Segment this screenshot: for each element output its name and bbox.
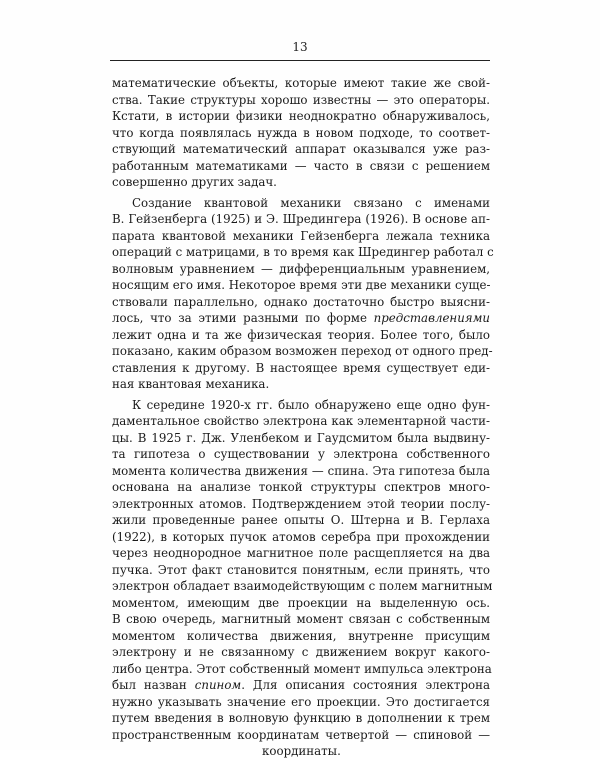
text-line: момента количества движения — спина. Эта гипотеза была: [112, 463, 490, 478]
text-fragment: лось, что за этими разными по форме: [112, 311, 374, 325]
text-line: ствовали параллельно, однако достаточно быстро выясни-: [112, 294, 490, 309]
text-line: ная квантовая механика.: [112, 377, 270, 391]
text-line: моментом, имеющим две проекции на выделенную ось.: [112, 595, 490, 610]
text-line: показано, каким образом возможен переход от одного пред-: [112, 344, 493, 358]
paragraph-3: [112, 397, 493, 760]
paragraph-2: [112, 195, 494, 393]
page-number: 13: [292, 40, 308, 54]
text-line: К середине 1920-х гг. было обнаружено еще одно фун-: [132, 397, 490, 412]
text-line: через неоднородное магнитное поле расщепляется на два: [112, 546, 490, 560]
text-fragment: . Для описания состояния электрона: [241, 678, 490, 692]
text-fragment: был назван: [112, 678, 195, 692]
paragraph-1: [112, 75, 490, 191]
text-line: парата квантовой механики Гейзенберга лежала техника: [112, 228, 490, 243]
text-line: В. Гейзенберга (1925) и Э. Шредингера (1926). В основе ап-: [112, 212, 490, 226]
header-rule: [110, 60, 490, 61]
text-line: нужно указывать значение его проекции. Это достигается: [112, 694, 490, 709]
emphasis-spin: спином: [194, 678, 242, 692]
text-line: работанным математиками — часто в связи с решением: [112, 158, 490, 173]
text-line: пучка. Этот факт становится понятным, если принять, что: [112, 562, 490, 577]
text-line: что когда появлялась нужда в новом подходе, то соответ-: [112, 125, 490, 140]
text-line: даментальное свойство электрона как элементарной части-: [112, 414, 490, 428]
text-line: либо центра. Этот собственный момент импульса электрона: [112, 661, 492, 676]
text-line: волновым уравнением — дифференциальным уравнением,: [112, 261, 490, 276]
text-line: математические объекты, которые имеют такие же свой-: [112, 76, 490, 90]
text-line: та гипотеза о существовании у электрона собственного: [112, 447, 490, 461]
text-line: Создание квантовой механики связано с именами: [132, 195, 490, 210]
text-line: совершенно других задач.: [112, 175, 277, 189]
text-line: ства. Такие структуры хорошо известны — это операторы.: [112, 92, 490, 107]
text-line-with-emphasis: [112, 310, 490, 327]
text-line: электронных атомов. Подтверждением этой теории послу-: [112, 496, 490, 511]
text-line: электрон обладает взаимодействующим с полем магнитным: [112, 579, 493, 593]
text-line: координаты.: [262, 744, 341, 758]
text-line: носящим его имя. Некоторое время эти две механики суще-: [112, 278, 491, 292]
text-line: жили проведенные ранее опыты О. Штерна и В. Герлаха: [112, 513, 490, 527]
text-line: лежит одна и та же физическая теория. Более того, было: [112, 327, 490, 342]
body-text: [112, 75, 494, 760]
text-line: электрону и не связанному с движением вокруг какого-: [112, 645, 490, 659]
text-line: ствующий математический аппарат оказывался уже раз-: [112, 142, 490, 156]
text-line: цы. В 1925 г. Дж. Уленбеком и Гаудсмитом была выдвину-: [112, 430, 490, 445]
text-line: В свою очередь, магнитный момент связан с собственным: [112, 612, 490, 626]
text-line: моментом количества движения, внутренне присущим: [112, 628, 490, 643]
text-line: пространственным координатам четвертой — спиновой —: [112, 727, 490, 742]
text-line: основана на анализе тонкой структуры спектров много-: [112, 480, 490, 494]
text-line: ставления к другому. В настоящее время существует еди-: [112, 360, 490, 375]
emphasis-representations: представлениями: [373, 311, 490, 325]
text-line: (1922), в которых пучок атомов серебра при прохождении: [112, 529, 490, 544]
text-line: путем введения в волновую функцию в дополнении к трем: [112, 711, 490, 725]
text-line: Кстати, в истории физики неоднократно обнаруживалось,: [112, 109, 490, 123]
text-line-with-emphasis: [112, 677, 490, 694]
text-line: операций с матрицами, в то время как Шредингер работал с: [112, 245, 494, 259]
